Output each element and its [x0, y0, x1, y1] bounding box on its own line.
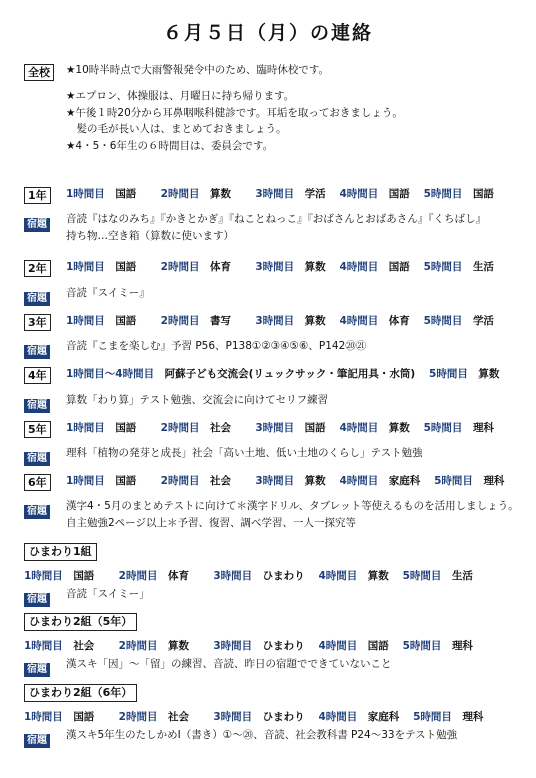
himawari-2-6-label: ひまわり2組（6年）	[24, 681, 137, 702]
grade-2-schedule: 1時間目 国語 2時間目 体育 3時間目 算数 4時間目 国語 5時間目 生活	[66, 261, 494, 273]
grade-6-homework-1: 漢字4・5月のまとめテストに向けて＊漢字ドリル、タブレット等使えるものを活用しましょう。	[66, 500, 519, 512]
himawari-1-label: ひまわり1組	[24, 540, 97, 561]
school-tag: 全校	[24, 61, 54, 81]
himawari-2-6-homework-tag: 宿題	[24, 728, 50, 748]
grade-3-tag: 3年	[24, 311, 51, 331]
grade-5-tag: 5年	[24, 418, 51, 438]
grade-5-schedule: 1時間目 国語 2時間目 社会 3時間目 国語 4時間目 算数 5時間目 理科	[66, 422, 494, 434]
grade-1-homework-tag: 宿題	[24, 212, 50, 232]
grade-3-schedule: 1時間目 国語 2時間目 書写 3時間目 算数 4時間目 体育 5時間目 学活	[66, 315, 494, 327]
grade-2-tag: 2年	[24, 257, 51, 277]
grade-4-tag: 4年	[24, 364, 51, 384]
himawari-1-schedule: 1時間目 国語 2時間目 体育 3時間目 ひまわり 4時間目 算数 5時間目 生活	[24, 570, 473, 582]
grade-6-homework-tag: 宿題	[24, 499, 50, 519]
himawari-1-homework-1: 音読「スイミー」	[66, 588, 150, 600]
school-notice-4: 髪の毛が長い人は、まとめておきましょう。	[66, 123, 287, 135]
himawari-2-5-schedule: 1時間目 社会 2時間目 算数 3時間目 ひまわり 4時間目 国語 5時間目 理科	[24, 640, 473, 652]
grade-1-tag: 1年	[24, 184, 51, 204]
school-notice-2: ★エプロン、体操服は、月曜日に持ち帰ります。	[66, 90, 295, 102]
grade-4-homework-tag: 宿題	[24, 393, 50, 413]
page-title: ６月５日（月）の連絡	[162, 22, 373, 44]
grade-5-homework-1: 理科「植物の発芽と成長」社会「高い土地、低い土地のくらし」テスト勉強	[66, 447, 423, 459]
himawari-2-6-schedule: 1時間目 国語 2時間目 社会 3時間目 ひまわり 4時間目 家庭科 5時間目 理科	[24, 711, 484, 723]
school-notice-5: ★4・5・6年生の６時間目は、委員会です。	[66, 140, 274, 152]
grade-6-homework-2: 自主勉強2ページ以上＊予習、復習、調べ学習、一人一探究等	[66, 517, 356, 529]
grade-4-homework-1: 算数「わり算」テスト勉強、交流会に向けてセリフ練習	[66, 394, 329, 406]
himawari-2-5-homework-1: 漢スキ「因」～「留」の練習、音読、昨日の宿題でできていないこと	[66, 658, 392, 670]
himawari-2-5-label: ひまわり2組（5年）	[24, 610, 137, 631]
grade-6-tag: 6年	[24, 471, 51, 491]
grade-1-homework-2: 持ち物…空き箱（算数に使います）	[66, 230, 234, 242]
grade-3-homework-tag: 宿題	[24, 339, 50, 359]
grade-2-homework-tag: 宿題	[24, 286, 50, 306]
himawari-1-homework-tag: 宿題	[24, 587, 50, 607]
grade-4-schedule: 1時間目～4時間目 阿蘇子ども交流会(リュックサック・筆記用具・水筒) 5時間目 算数	[66, 368, 500, 380]
himawari-2-6-homework-1: 漢スキ5年生のたしかめⅠ（書き）①～⑳、音読、社会教科書 P24～33をテスト勉強	[66, 729, 458, 741]
grade-6-schedule: 1時間目 国語 2時間目 社会 3時間目 算数 4時間目 家庭科 5時間目 理科	[66, 475, 505, 487]
school-notice-3: ★午後１時20分から耳鼻咽喉科健診です。耳垢を取っておきましょう。	[66, 107, 403, 119]
school-notice-1: ★10時半時点で大雨警報発令中のため、臨時休校です。	[66, 64, 330, 76]
himawari-2-5-homework-tag: 宿題	[24, 657, 50, 677]
grade-5-homework-tag: 宿題	[24, 446, 50, 466]
grade-1-schedule: 1時間目 国語 2時間目 算数 3時間目 学活 4時間目 国語 5時間目 国語	[66, 188, 494, 200]
grade-2-homework-1: 音読『スイミー』	[66, 287, 150, 299]
grade-3-homework-1: 音読『こまを楽しむ』予習 P56、P138①②③④⑤⑥、P142⑳㉑	[66, 340, 367, 352]
grade-1-homework-1: 音読『はなのみち』『かきとかぎ』『ねことねっこ』『おばさんとおばあさん』『くちばし』	[66, 213, 486, 225]
